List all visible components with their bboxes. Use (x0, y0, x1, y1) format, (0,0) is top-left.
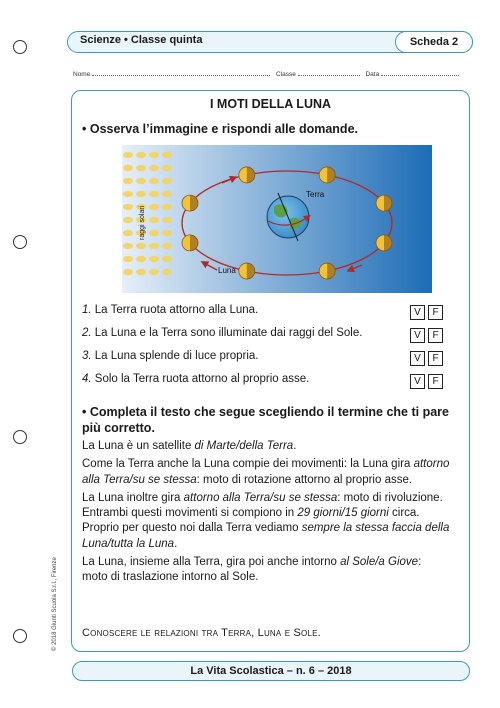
paragraph-3: La Luna inoltre gira attorno alla Terra/su se stessa: moto di rivoluzione. Entrambi questi movimenti si compiono in 29 giorni/15 giorni circa. Proprio per questo noi dalla Terra vediamo sempre la stessa faccia della Luna/tutta la Luna. (82, 491, 450, 550)
rays-label: raggi solari (139, 205, 146, 240)
earth-label: Terra (306, 190, 325, 199)
sheet-label: Scheda 2 (395, 31, 473, 53)
false-checkbox[interactable]: F (428, 305, 443, 320)
footer-bar: La Vita Scolastica – n. 6 – 2018 (72, 661, 470, 681)
question-number: 2. (82, 327, 92, 339)
sun-ray (123, 178, 133, 184)
sun-ray (162, 165, 172, 171)
sun-ray (123, 256, 133, 262)
completion-text (82, 439, 450, 586)
sun-ray (123, 217, 133, 223)
subject-label: Scienze • Classe quinta (80, 34, 203, 46)
sun-ray (123, 204, 133, 210)
worksheet-title: I MOTI DELLA LUNA (209, 97, 332, 111)
choice-option[interactable]: 29 giorni/15 giorni (297, 507, 389, 520)
section2-instruction: • Completa il testo che segue scegliendo il termine che ti pare più corretto. (82, 405, 449, 435)
false-checkbox[interactable]: F (428, 351, 443, 366)
sun-ray (123, 165, 133, 171)
moon-orbit-illustration (122, 145, 432, 293)
sun-ray (162, 256, 172, 262)
choice-option[interactable]: sempre la stessa faccia della Luna/tutta la Luna (82, 522, 450, 550)
sun-ray (149, 256, 159, 262)
sun-ray (123, 230, 133, 236)
true-checkbox[interactable]: V (410, 351, 425, 366)
sun-ray (136, 178, 146, 184)
binder-hole (13, 40, 27, 54)
binder-hole (13, 629, 27, 643)
question-4 (82, 373, 309, 385)
sun-ray (162, 152, 172, 158)
section1-instruction: • Osserva l’immagine e rispondi alle domande. (82, 122, 358, 136)
worksheet-card (71, 90, 470, 652)
class-field[interactable] (298, 69, 360, 76)
copyright-notice: © 2018 Giunti Scuola S.r.l., Firenze (52, 557, 58, 651)
binder-hole (13, 235, 27, 249)
choice-option[interactable]: di Marte/della Terra (194, 440, 294, 452)
paragraph-4: La Luna, insieme alla Terra, gira poi anche intorno al Sole/a Giove: moto di traslazione intorno al Sole. (82, 556, 422, 584)
sun-ray (136, 269, 146, 275)
false-checkbox[interactable]: F (428, 328, 443, 343)
sun-ray (123, 152, 133, 158)
sun-ray (136, 152, 146, 158)
question-3 (82, 350, 258, 362)
sun-ray (149, 152, 159, 158)
choice-option[interactable]: attorno alla Terra/su se stessa (82, 458, 450, 486)
question-2 (82, 327, 362, 339)
sun-ray (162, 217, 172, 223)
binder-hole (13, 430, 27, 444)
question-number: 3. (82, 350, 92, 362)
sun-ray (149, 269, 159, 275)
name-class-date-row (73, 69, 459, 78)
sun-ray (162, 243, 172, 249)
sun-ray (149, 178, 159, 184)
sun-ray (149, 165, 159, 171)
sun-ray (123, 269, 133, 275)
sun-ray (149, 230, 159, 236)
sun-ray (149, 217, 159, 223)
question-number: 4. (82, 373, 92, 385)
sun-ray (149, 204, 159, 210)
name-field[interactable] (92, 69, 270, 76)
header-bar (67, 31, 473, 53)
sun-ray (162, 191, 172, 197)
learning-objective: Conoscere le relazioni tra Terra, Luna e Sole. (82, 627, 321, 639)
true-checkbox[interactable]: V (410, 328, 425, 343)
paragraph-1: La Luna è un satellite di Marte/della Terra. (82, 440, 297, 452)
sun-ray (136, 243, 146, 249)
sun-ray (162, 204, 172, 210)
choice-option[interactable]: attorno alla Terra/su se stessa (183, 491, 338, 504)
sun-ray (123, 243, 133, 249)
sun-ray (136, 191, 146, 197)
true-checkbox[interactable]: V (410, 305, 425, 320)
question-1 (82, 304, 258, 316)
sun-ray (123, 191, 133, 197)
class-label: Classe (275, 71, 296, 78)
sun-ray (162, 269, 172, 275)
sun-ray (136, 165, 146, 171)
orbit-diagram (122, 145, 432, 293)
paragraph-2: Come la Terra anche la Luna compie dei movimenti: la Luna gira attorno alla Terra/su se stessa: moto di rotazione attorno al proprio asse. (82, 458, 450, 486)
sun-ray (162, 230, 172, 236)
name-label: Nome (73, 71, 91, 78)
choice-option[interactable]: al Sole/a Giove (340, 556, 419, 569)
sun-ray (149, 243, 159, 249)
question-text: Solo la Terra ruota attorno al proprio asse. (91, 373, 310, 385)
false-checkbox[interactable]: F (428, 374, 443, 389)
question-number: 1. (82, 304, 92, 316)
question-text: La Luna e la Terra sono illuminate dai raggi del Sole. (91, 327, 363, 339)
question-text: La Terra ruota attorno alla Luna. (91, 304, 259, 316)
moon-label: Luna (218, 266, 236, 275)
sun-ray (136, 256, 146, 262)
date-field[interactable] (381, 69, 459, 76)
date-label: Data (365, 71, 380, 78)
sun-ray (162, 178, 172, 184)
sun-ray (149, 191, 159, 197)
true-checkbox[interactable]: V (410, 374, 425, 389)
question-text: La Luna splende di luce propria. (91, 350, 259, 362)
